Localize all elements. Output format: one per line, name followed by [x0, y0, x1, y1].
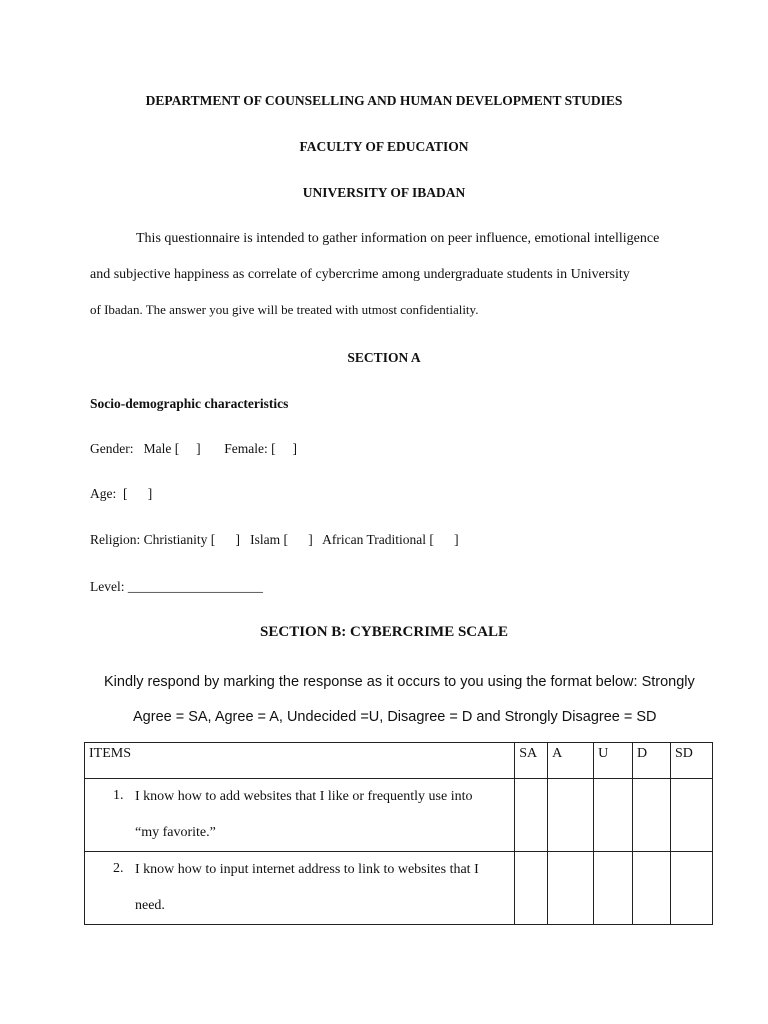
item-text-line-1: I know how to add websites that I like or frequently use into [135, 789, 473, 804]
response-cell-sa[interactable] [515, 779, 548, 852]
response-cell-sd[interactable] [670, 779, 712, 852]
header-items: ITEMS [85, 743, 515, 779]
response-cell-d[interactable] [633, 779, 671, 852]
level-field: Level: ____________________ [90, 579, 263, 594]
response-cell-d[interactable] [633, 852, 671, 925]
item-text-line-2: need. [135, 898, 165, 913]
intro-line-2: and subjective happiness as correlate of cybercrime among undergraduate students in University [90, 267, 630, 282]
table-row [85, 852, 713, 925]
religion-field: Religion: Christianity [ ] Islam [ ] African Traditional [ ] [90, 532, 459, 547]
university-heading: UNIVERSITY OF IBADAN [302, 185, 466, 200]
item-text [135, 852, 510, 924]
section-a-title: SECTION A [347, 350, 421, 365]
gender-field: Gender: Male [ ] Female: [ ] [90, 441, 297, 456]
item-cell [85, 779, 515, 852]
response-cell-sa[interactable] [515, 852, 548, 925]
department-heading: DEPARTMENT OF COUNSELLING AND HUMAN DEVELOPMENT STUDIES [145, 93, 623, 108]
instruction-line-2: Agree = SA, Agree = A, Undecided =U, Disagree = D and Strongly Disagree = SD [133, 709, 657, 725]
item-number: 2. [113, 861, 124, 876]
header-sa: SA [515, 743, 548, 779]
item-text-line-1: I know how to input internet address to link to websites that I [135, 862, 479, 877]
instruction-line-1: Kindly respond by marking the response as it occurs to you using the format below: Strongly [104, 674, 695, 690]
item-number: 1. [113, 788, 124, 803]
item-text-line-2: “my favorite.” [135, 825, 216, 840]
header-u: U [594, 743, 633, 779]
intro-line-1: This questionnaire is intended to gather information on peer influence, emotional intelligence [136, 231, 660, 246]
response-cell-a[interactable] [548, 852, 594, 925]
intro-line-3: of Ibadan. The answer you give will be treated with utmost confidentiality. [90, 302, 479, 317]
faculty-heading: FACULTY OF EDUCATION [299, 139, 469, 154]
header-d: D [633, 743, 671, 779]
response-cell-a[interactable] [548, 779, 594, 852]
header-sd: SD [670, 743, 712, 779]
response-cell-sd[interactable] [670, 852, 712, 925]
section-b-title: SECTION B: CYBERCRIME SCALE [260, 624, 508, 640]
table-row [85, 779, 713, 852]
item-text [135, 779, 510, 851]
response-cell-u[interactable] [594, 779, 633, 852]
table-header-row [85, 743, 713, 779]
cybercrime-scale-table [84, 742, 713, 925]
section-a-subtitle: Socio-demographic characteristics [90, 396, 289, 411]
item-cell [85, 852, 515, 925]
age-field: Age: [ ] [90, 486, 153, 501]
response-cell-u[interactable] [594, 852, 633, 925]
header-a: A [548, 743, 594, 779]
